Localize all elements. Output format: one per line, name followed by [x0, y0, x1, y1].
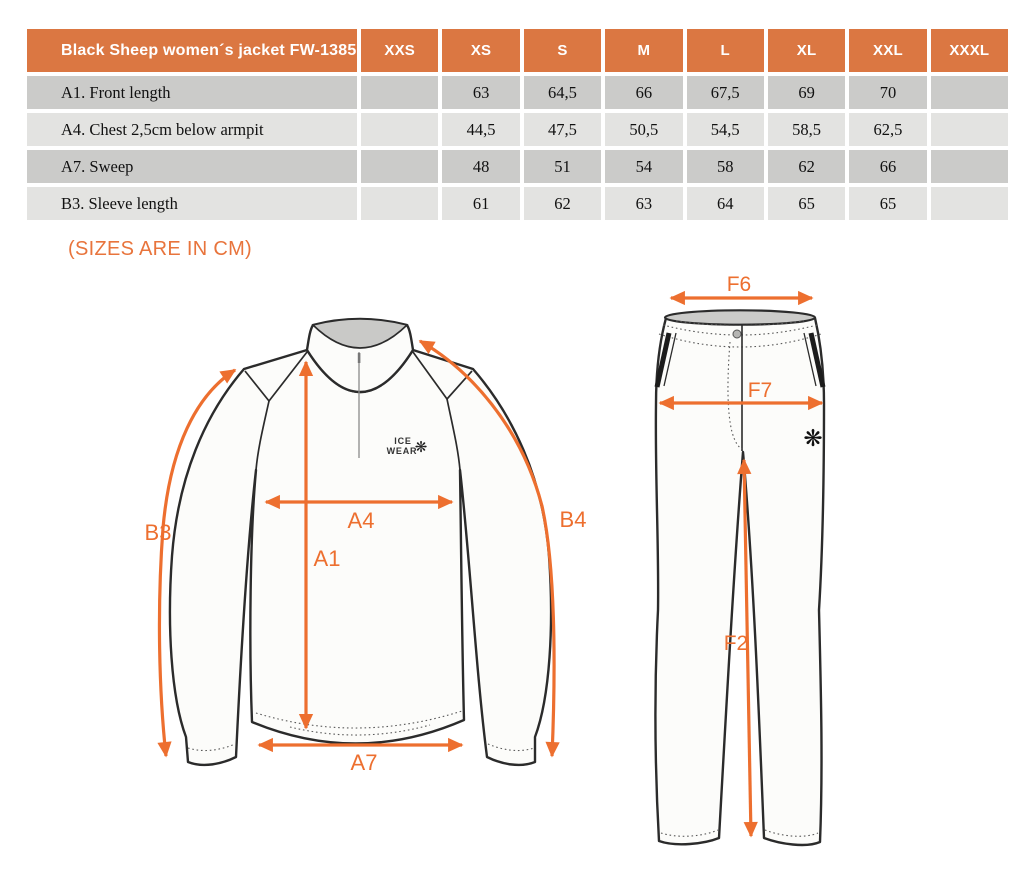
measure-label-f7: F7	[747, 379, 773, 402]
pants-button	[733, 330, 741, 338]
pants-technical-drawing	[655, 273, 824, 845]
table-title: Black Sheep women´s jacket FW-1385	[27, 29, 357, 72]
table-cell: 48	[442, 150, 519, 183]
snowflake-icon: ❋	[414, 439, 428, 456]
jacket-zip-pull	[358, 353, 361, 363]
size-header-xs: XS	[442, 29, 519, 72]
measure-label-f2: F2	[723, 632, 749, 655]
measure-label-b4: B4	[559, 507, 587, 532]
table-cell: 66	[605, 76, 682, 109]
table-cell: 62,5	[849, 113, 926, 146]
sizes-unit-note: (SIZES ARE IN CM)	[68, 238, 253, 260]
table-cell: 44,5	[442, 113, 519, 146]
table-cell: 54,5	[687, 113, 764, 146]
table-cell: 61	[442, 187, 519, 220]
size-header-s: S	[524, 29, 601, 72]
table-cell: 69	[768, 76, 845, 109]
size-header-m: M	[605, 29, 682, 72]
measure-label-b3: B3	[144, 520, 172, 545]
table-cell: 50,5	[605, 113, 682, 146]
measure-label-a1: A1	[313, 546, 341, 571]
row-label-a4: A4. Chest 2,5cm below armpit	[27, 113, 357, 146]
table-cell: 47,5	[524, 113, 601, 146]
size-header-xxl: XXL	[849, 29, 926, 72]
row-label-b3: B3. Sleeve length	[27, 187, 357, 220]
size-header-xl: XL	[768, 29, 845, 72]
table-cell: 51	[524, 150, 601, 183]
table-cell: 62	[524, 187, 601, 220]
table-cell: 63	[605, 187, 682, 220]
table-cell: 63	[442, 76, 519, 109]
size-header-xxs: XXS	[361, 29, 438, 72]
table-cell: 66	[849, 150, 926, 183]
measure-label-f6: F6	[726, 273, 752, 296]
snowflake-icon: ❋	[803, 425, 823, 451]
measure-label-a7: A7	[350, 750, 378, 775]
table-cell: 64	[687, 187, 764, 220]
size-header-l: L	[687, 29, 764, 72]
table-cell: 65	[768, 187, 845, 220]
table-cell: 65	[849, 187, 926, 220]
pants-outline	[655, 312, 824, 845]
pants-waist-opening	[665, 310, 815, 324]
size-header-xxxl: XXXL	[931, 29, 1008, 72]
table-cell: 58,5	[768, 113, 845, 146]
table-cell: 70	[849, 76, 926, 109]
table-cell: 64,5	[524, 76, 601, 109]
table-cell: 62	[768, 150, 845, 183]
logo-text-wear: WEAR	[386, 446, 418, 456]
table-cell: 54	[605, 150, 682, 183]
table-cell: 67,5	[687, 76, 764, 109]
jacket-body-outline	[170, 350, 551, 765]
row-label-a7: A7. Sweep	[27, 150, 357, 183]
measure-label-a4: A4	[347, 508, 375, 533]
logo-text-ice: ICE	[394, 436, 412, 446]
jacket-technical-drawing	[145, 319, 587, 775]
table-cell: 58	[687, 150, 764, 183]
row-label-a1: A1. Front length	[27, 76, 357, 109]
